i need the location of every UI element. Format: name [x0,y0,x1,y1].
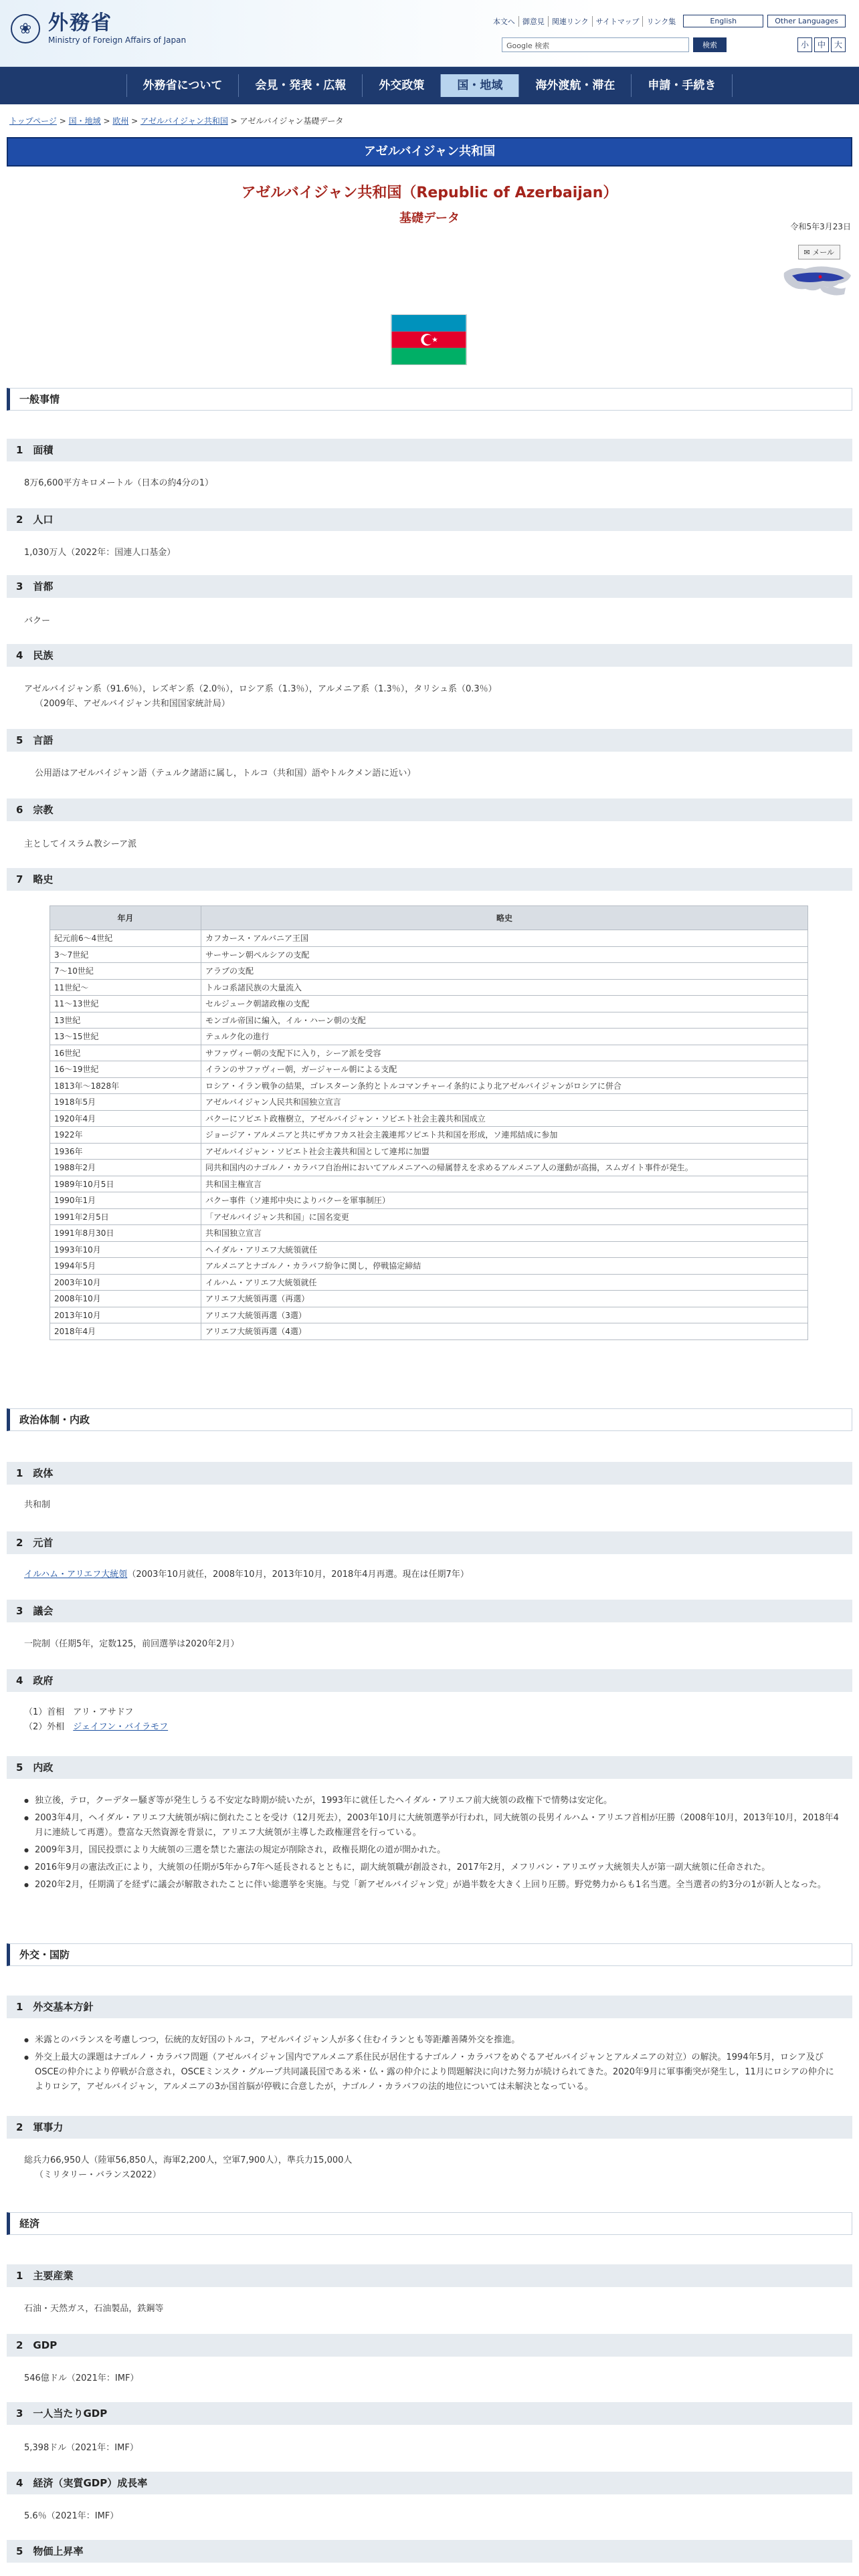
history-row [50,1225,808,1242]
history-year: 3～7世紀 [50,946,201,963]
history-event: アリエフ大統領再選（再選） [201,1291,808,1307]
subhead-parliament: 3 議会 [7,1600,852,1622]
logo-text-ja: 外務省 [48,11,112,35]
ethnic-text [24,682,839,712]
history-year: 13世紀 [50,1012,201,1029]
history-year: 1813年～1828年 [50,1077,201,1094]
history-row [50,1323,808,1340]
breadcrumb-europe[interactable]: 欧州 [112,116,129,126]
foreign-minister-link[interactable]: ジェイフン・バイラモフ [73,1722,169,1732]
history-event: イルハム・アリエフ大統領就任 [201,1274,808,1291]
foreign-minister [24,1720,839,1735]
history-year: 2013年10月 [50,1307,201,1323]
history-year: 1993年10月 [50,1241,201,1258]
history-row [50,1045,808,1061]
section-diplomacy: 外交・国防 [7,1943,852,1966]
subhead-gdp-per-capita: 3 一人当たりGDP [7,2402,852,2425]
history-col-year: 年月 [50,906,201,930]
history-year: 1922年 [50,1127,201,1144]
country-title-bar: アゼルバイジャン共和国 [7,137,852,167]
history-row [50,1061,808,1078]
area-text: 8万6,600平方キロメートル（日本の約4分の1） [24,478,214,488]
history-event: アルメニアとナゴルノ・カラバフ紛争に関し，停戦協定締結 [201,1258,808,1275]
history-event: サファヴィー朝の支配下に入り，シーア派を受容 [201,1045,808,1061]
history-year: 1994年5月 [50,1258,201,1275]
nav-press[interactable]: 会見・発表・広報 [239,74,363,97]
subhead-area: 1 面積 [7,439,852,461]
list-item: ● 米露とのバランスを考慮しつつ，伝統的友好国のトルコ，アゼルバイジャン人が多く住むイランとも等距離善隣外交を推進。 [24,2033,839,2048]
subhead-military: 2 軍事力 [7,2116,852,2139]
subhead-gdp: 2 GDP [7,2334,852,2357]
history-row [50,1077,808,1094]
breadcrumb-current: アゼルバイジャン基礎データ [240,116,344,126]
font-size-controls [797,37,846,52]
list-item: ● 2009年3月，国民投票により大統領の三選を禁じた憲法の規定が削除され，政権長期化の道が開かれた。 [24,1843,839,1858]
page-subtitle: 基礎データ [399,211,460,225]
mail-button-label: メール [812,248,834,257]
list-item: ● 外交上最大の課題はナゴルノ・カラバフ問題（アゼルバイジャン国内でアルメニア系住民が居住するナゴルノ・カラバフをめぐるアゼルバイジャンとアルメニアの対立）の解決。1994年5月，ロシア及びOSCEの仲介により停戦が合意され，OSCEミンスク・グループ共同議長国である米・仏・露の仲介により問題解決に向けた努力が続けられてきた。2020年9月に軍事衝突が発生し，11月にロシアの仲介によりロシア，アゼルバイジャン，アルメニアの3か国首脳が停戦に合意したが，ナゴルノ・カラバフの法的地位については未解決となっている。 [24,2050,839,2095]
history-year: 1918年5月 [50,1094,201,1111]
history-event: ロシア・イラン戦争の結果，ゴレスターン条約とトルコマンチャーイ条約により北アゼルバイジャンがロシアに併合 [201,1077,808,1094]
head-of-state-note: （2003年10月就任，2008年10月，2013年10月，2018年4月再選。現在は任期7年） [127,1570,469,1580]
history-event: アゼルバイジャン人民共和国独立宣言 [201,1094,808,1111]
history-row [50,930,808,947]
subhead-language: 5 言語 [7,729,852,752]
section-economy: 経済 [7,2212,852,2235]
history-row [50,1127,808,1144]
section-general: 一般事情 [7,388,852,411]
diplomacy-list [24,2033,839,2095]
breadcrumb: トップページ > 国・地域 > 欧州 > アゼルバイジャン共和国 > アゼルバイジャン基礎データ [9,116,344,126]
history-event: アリエフ大統領再選（3選） [201,1307,808,1323]
history-row [50,1192,808,1209]
subhead-diplomacy-basic: 1 外交基本方針 [7,1996,852,2018]
publish-date: 令和5年3月23日 [790,222,851,231]
subhead-government: 4 政府 [7,1669,852,1692]
history-row [50,1029,808,1045]
industry-text: 石油・天然ガス，石油製品，鉄鋼等 [24,2304,164,2314]
subhead-government-system: 1 政体 [7,1462,852,1485]
history-event: トルコ系諸民族の大量流入 [201,979,808,996]
history-year: 1936年 [50,1143,201,1160]
history-row [50,1094,808,1111]
search-input[interactable]: Google 検索 [502,37,689,52]
subhead-ethnic: 4 民族 [7,644,852,667]
history-col-event: 略史 [201,906,808,930]
gdp-per-capita-text: 5,398ドル（2021年：IMF） [24,2443,138,2453]
history-year: 16世紀 [50,1045,201,1061]
ethnic-source: （2009年、アゼルバイジャン共和国国家統計局） [35,699,230,709]
history-event: テュルク化の進行 [201,1029,808,1045]
history-year: 2008年10月 [50,1291,201,1307]
subhead-history: 7 略史 [7,868,852,891]
military-text [24,2153,839,2183]
history-year: 2018年4月 [50,1323,201,1340]
nav-about[interactable]: 外務省について [126,74,240,97]
subhead-domestic: 5 内政 [7,1756,852,1779]
military-strength: 総兵力66,950人（陸軍56,850人，海軍2,200人，空軍7,900人），準兵力15,000人 [24,2155,353,2165]
population-text: 1,030万人（2022年：国連人口基金） [24,548,176,558]
azerbaijan-flag-icon [391,314,467,365]
government-text [24,1705,839,1735]
subhead-industry: 1 主要産業 [7,2264,852,2287]
list-item: ● 2020年2月，任期満了を経ずに議会が解散されたことに伴い総選挙を実施。与党「新アゼルバイジャン党」が過半数を大きく上回り圧勝。野党勢力からも1名当選。全当選者の約3分の1が新人となった。 [24,1878,839,1893]
search-button[interactable]: 検索 [693,37,727,52]
gdp-text: 546億ドル（2021年：IMF） [24,2373,139,2383]
history-event: 同共和国内のナゴルノ・カラバフ自治州においてアルメニアへの帰属替えを求めるアルメニア人の運動が高揚，スムガイト事件が発生。 [201,1160,808,1176]
subhead-religion: 6 宗教 [7,798,852,821]
mofa-emblem-icon: ❀ [11,14,40,43]
nav-policy[interactable]: 外交政策 [363,74,441,97]
utility-links [490,15,846,27]
font-large-button[interactable]: 大 [831,37,846,52]
history-event: モンゴル帝国に編入，イル・ハーン朝の支配 [201,1012,808,1029]
breadcrumb-countries[interactable]: 国・地域 [68,116,101,126]
history-row [50,979,808,996]
prime-minister: （1）首相 アリ・アサドフ [24,1707,134,1717]
nav-travel[interactable]: 海外渡航・滞在 [519,74,632,97]
mail-button[interactable]: ✉ メール [798,245,841,259]
history-row [50,1274,808,1291]
history-event: ジョージア・アルメニアと共にザカフカス社会主義連邦ソビエト共和国を形成，ソ連邦結成に参加 [201,1127,808,1144]
history-row [50,946,808,963]
domestic-text [24,1794,839,1895]
history-row [50,1176,808,1192]
site-header [0,0,859,67]
history-row [50,1291,808,1307]
history-event: アリエフ大統領再選（4選） [201,1323,808,1340]
other-languages-button[interactable]: Other Languages [767,15,846,27]
history-row [50,963,808,980]
page-title: アゼルバイジャン共和国（Republic of Azerbaijan） [241,185,618,201]
util-link-main[interactable]: 本文へ [492,17,515,26]
history-event: 共和国主権宣言 [201,1176,808,1192]
history-year: 1989年10月5日 [50,1176,201,1192]
diplomacy-basic-text [24,2033,839,2097]
head-of-state-link[interactable]: イルハム・アリエフ大統領 [24,1570,128,1580]
util-link-sitemap[interactable]: サイトマップ [592,16,643,27]
language-text: 公用語はアゼルバイジャン語（テュルク諸語に属し，トルコ（共和国）語やトルクメン語に近い） [35,768,416,778]
history-year: 1991年2月5日 [50,1208,201,1225]
font-small-button[interactable]: 小 [797,37,812,52]
section-politics: 政治体制・内政 [7,1408,852,1431]
history-row [50,1143,808,1160]
english-button[interactable]: English [683,15,763,27]
history-row [50,1012,808,1029]
capital-text: バクー [24,616,51,626]
foreign-minister-label: （2）外相 [24,1722,74,1732]
breadcrumb-azerbaijan[interactable]: アゼルバイジャン共和国 [140,116,228,126]
history-table [50,905,808,1340]
domestic-list [24,1794,839,1893]
history-event: セルジューク朝諸政権の支配 [201,996,808,1012]
util-link-related[interactable]: 関連リンク [548,16,592,27]
history-year: 7～10世紀 [50,963,201,980]
history-event: ヘイダル・アリエフ大統領就任 [201,1241,808,1258]
growth-text: 5.6％（2021年：IMF） [24,2511,119,2521]
font-medium-button[interactable]: 中 [814,37,829,52]
nav-procedures[interactable]: 申請・手続き [632,74,733,97]
logo-text-en: Ministry of Foreign Affairs of Japan [48,35,187,45]
history-row [50,1241,808,1258]
history-year: 1990年1月 [50,1192,201,1209]
breadcrumb-top[interactable]: トップページ [9,116,57,126]
history-event: 「アゼルバイジャン共和国」に国名変更 [201,1208,808,1225]
util-link-opinion[interactable]: 御意見 [518,16,548,27]
list-item: ● 2003年4月，ヘイダル・アリエフ大統領が病に倒れたことを受け（12月死去），2003年10月に大統領選挙が行われ，同大統領の長男イルハム・アリエフ首相が圧勝（2008年10月，2013年10月，2018年4月に連続して再選）。豊富な天然資源を背景に，アリエフ大統領が主導した政権運営を行っている。 [24,1811,839,1840]
history-event: バクー事件（ソ連邦中央によりバクーを軍事制圧） [201,1192,808,1209]
history-year: 13～15世紀 [50,1029,201,1045]
list-item: ● 独立後，テロ，クーデター騒ぎ等が発生しうる不安定な時期が続いたが，1993年に就任したヘイダル・アリエフ前大統領の政権下で情勢は安定化。 [24,1794,839,1808]
history-row [50,1110,808,1127]
location-map-thumbnail[interactable] [779,259,854,304]
history-row [50,996,808,1012]
history-row [50,1307,808,1323]
history-year: 1920年4月 [50,1110,201,1127]
religion-text: 主としてイスラム教シーア派 [24,839,137,849]
subhead-head-of-state: 2 元首 [7,1531,852,1554]
nav-countries[interactable]: 国・地域 [441,74,519,97]
history-event: アラブの支配 [201,963,808,980]
search-row [502,37,846,52]
subhead-capital: 3 首都 [7,575,852,598]
global-nav [0,67,859,104]
history-event: カフカース・アルバニア王国 [201,930,808,947]
list-item: ● 2016年9月の憲法改正により，大統領の任期が5年から7年へ延長されるとともに，副大統領職が創設され，2017年2月，メフリバン・アリエヴァ大統領夫人が第一副大統領に任命された。 [24,1860,839,1875]
history-year: 紀元前6～4世紀 [50,930,201,947]
history-table-body [50,930,808,1340]
subhead-inflation: 5 物価上昇率 [7,2540,852,2563]
history-year: 11世紀～ [50,979,201,996]
site-logo[interactable] [11,12,186,45]
history-event: イランのサファヴィー朝，ガージャール朝による支配 [201,1061,808,1078]
government-system-text: 共和制 [24,1500,51,1510]
head-of-state-text [24,1568,839,1582]
ethnic-breakdown: アゼルバイジャン系（91.6％），レズギン系（2.0％），ロシア系（1.3％），アルメニア系（1.3％），タリシュ系（0.3％） [24,684,497,694]
subhead-population: 2 人口 [7,508,852,531]
history-year: 1991年8月30日 [50,1225,201,1242]
parliament-text: 一院制（任期5年，定数125，前回選挙は2020年2月） [24,1639,240,1649]
history-year: 2003年10月 [50,1274,201,1291]
history-row [50,1160,808,1176]
history-year: 1988年2月 [50,1160,201,1176]
history-row [50,1208,808,1225]
history-event: サーサーン朝ペルシアの支配 [201,946,808,963]
history-event: アゼルバイジャン・ソビエト社会主義共和国として連邦に加盟 [201,1143,808,1160]
history-row [50,1258,808,1275]
subhead-growth: 4 経済（実質GDP）成長率 [7,2472,852,2494]
history-year: 16～19世紀 [50,1061,201,1078]
history-event: 共和国独立宣言 [201,1225,808,1242]
history-event: バクーにソビエト政権樹立，アゼルバイジャン・ソビエト社会主義共和国成立 [201,1110,808,1127]
history-year: 11～13世紀 [50,996,201,1012]
util-link-links[interactable]: リンク集 [642,16,679,27]
military-source: （ミリタリー・バランス2022） [35,2170,161,2180]
